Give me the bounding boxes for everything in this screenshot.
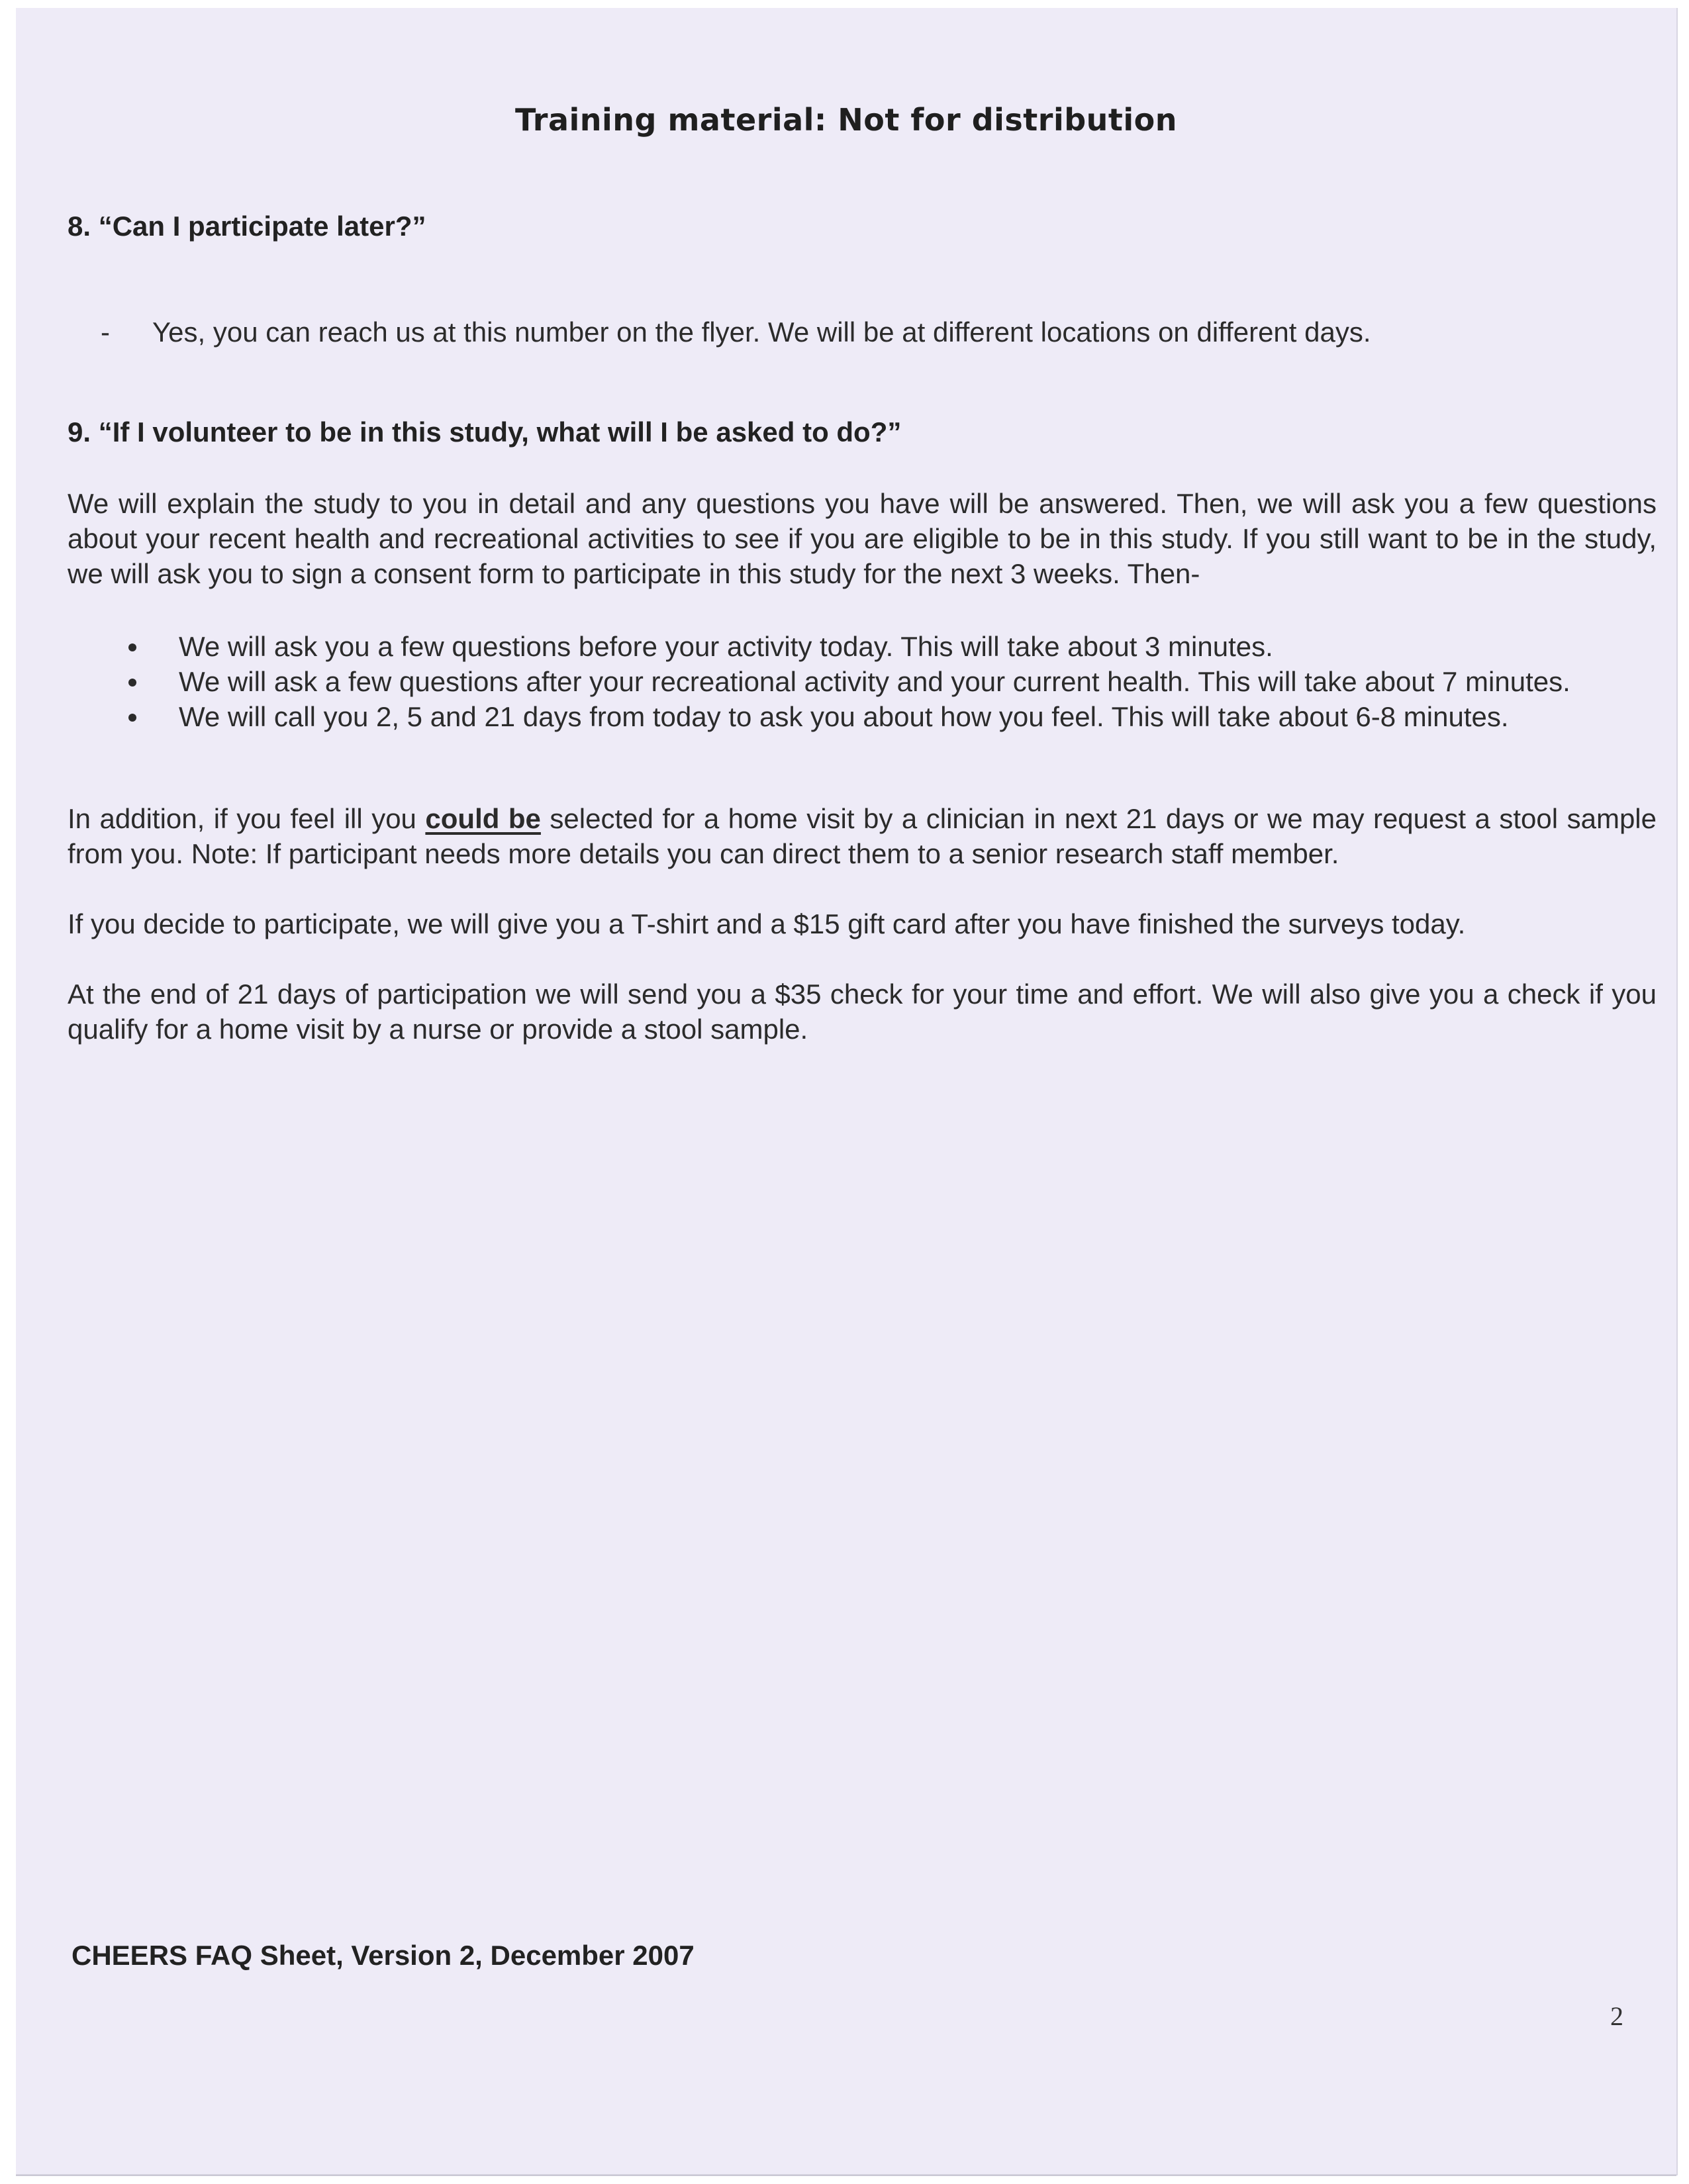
bullet-icon bbox=[128, 679, 136, 687]
bullet-icon bbox=[128, 714, 136, 722]
question-8-answer-text: Yes, you can reach us at this number on the flyer. We will be at different locations on different days. bbox=[152, 316, 1371, 348]
list-item: We will ask a few questions after your recreational activity and your current health. This will take about 7 minutes. bbox=[115, 664, 1658, 699]
question-9-intro: We will explain the study to you in detail and any questions you have will be answered. Then, we will ask you a few questions about your recent health and recreational activities to see if you are eligible to be in this study. If you still want to be in the study, we will ask you to sign a consent form to participate in this study for the next 3 weeks. Then- bbox=[68, 488, 1657, 589]
list-item: We will call you 2, 5 and 21 days from today to ask you about how you feel. This will take about 6-8 minutes. bbox=[115, 699, 1658, 734]
page-header: Training material: Not for distribution bbox=[514, 102, 1178, 138]
page-number: 2 bbox=[1610, 2001, 1623, 2031]
question-9-heading: 9. “If I volunteer to be in this study, what will I be asked to do?” bbox=[68, 416, 902, 448]
question-8-answer bbox=[101, 316, 1371, 348]
could-be-emphasis: could be bbox=[425, 803, 541, 834]
list-item: We will ask you a few questions before your activity today. This will take about 3 minutes. bbox=[115, 629, 1658, 664]
footer-version: CHEERS FAQ Sheet, Version 2, December 2007 bbox=[72, 1940, 695, 1971]
question-9-bullet-list bbox=[115, 629, 1658, 734]
document-page bbox=[16, 8, 1678, 2175]
dash-marker: - bbox=[101, 316, 110, 348]
check-paragraph: At the end of 21 days of participation we will send you a $35 check for your time and effort. We will also give you a check if you qualify for a home visit by a nurse or provide a stool sample. bbox=[68, 978, 1657, 1045]
bullet-icon bbox=[128, 643, 136, 651]
gift-paragraph: If you decide to participate, we will give you a T-shirt and a $15 gift card after you have finished the surveys today. bbox=[68, 908, 1466, 939]
bottom-edge-divider bbox=[16, 2175, 1676, 2176]
question-8-heading: 8. “Can I participate later?” bbox=[68, 211, 426, 242]
addition-paragraph: In addition, if you feel ill you could be selected for a home visit by a clinician in next 21 days or we may request a stool sample from you. Note: If participant needs more details you can direct them to a senior research staff member. bbox=[68, 803, 1657, 869]
